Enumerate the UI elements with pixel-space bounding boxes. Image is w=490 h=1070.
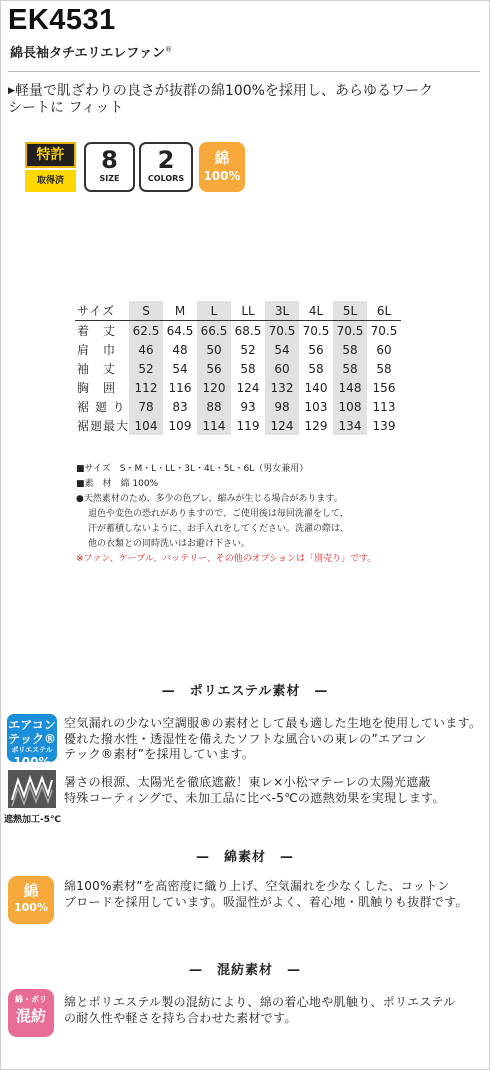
patent-badge-top: 特許 [25,142,76,168]
note-sizes: ■サイズ S・M・L・LL・3L・4L・5L・6L（男女兼用） [76,464,309,474]
blend-material-icon [8,989,54,1037]
size-table-header-label: サイズ [75,301,129,321]
size-cell: 50 [197,340,231,359]
size-row-label: 胸 囲 [77,381,117,395]
size-cell: 54 [265,340,299,359]
note-care-3: 汗が蓄積しないように、お手入れをしてください。洗濯の際は、 [88,524,350,534]
note-material: ■素 材 綿 100% [76,479,159,489]
blend-text-2: の耐久性や軽さを持ち合わせた素材です。 [64,1010,297,1025]
size-cell: 46 [129,340,163,359]
size-header-4l: 4L [299,301,333,321]
size-cell: 58 [240,361,256,376]
size-table-row [75,416,401,435]
size-cell: 52 [240,342,256,357]
cotton-description [64,879,468,910]
size-cell: 120 [197,378,231,397]
size-cell: 119 [236,418,260,433]
size-row-label: 裾廻最大 [77,419,130,433]
cotton-badge [199,142,245,192]
size-count-label: SIZE [99,174,120,183]
size-table-row [75,340,401,359]
cotton-text-1: 綿100%素材”を高密度に織り上げ、空気漏れを少なくした、コットン [64,879,450,893]
patent-badge [25,142,76,192]
size-cell: 132 [265,378,299,397]
size-cell: 140 [304,380,328,395]
size-table [75,301,401,435]
note-care-2: 退色や変色の恐れがありますので、ご使用後は毎回洗濯をして、 [88,509,349,519]
size-cell: 70.5 [265,321,299,341]
size-cell: 58 [333,359,367,378]
size-cell: 48 [172,342,188,357]
triangle-bullet-icon: ▶ [8,86,15,96]
header-divider [8,71,480,72]
size-cell: 70.5 [333,321,367,341]
cotton-icon-top: 綿 [23,882,39,900]
heat-shield-label: 遮熱加工-5℃ [4,815,61,825]
size-cell: 58 [333,340,367,359]
note-care-1: ●天然素材のため、多少の色ブレ、縮みが生じる場合があります。 [76,494,343,504]
blend-section-title: — 混紡素材 — [188,963,301,978]
size-cell: 70.5 [370,323,398,338]
size-cell: 98 [265,397,299,416]
colors-count-number: 2 [157,146,175,174]
size-cell: 109 [168,418,192,433]
cotton-badge-top: 綿 [214,149,230,167]
size-table-row [75,321,401,341]
aircon-text-2: 優れた撥水性・透湿性を備えたソフトな風合いの東レの”エアコン [64,731,427,746]
size-table-row [75,359,401,378]
size-row-label: 着 丈 [77,324,117,338]
size-cell: 124 [265,416,299,435]
size-cell: 58 [376,361,392,376]
size-header-s: S [129,301,163,321]
size-cell: 88 [197,397,231,416]
size-cell: 124 [236,380,260,395]
patent-badge-bottom: 取得済 [25,170,76,192]
size-cell: 103 [304,399,328,414]
aircon-text-1: 空気漏れの少ない空調服®の素材として最も適した生地を使用しています。 [64,716,482,730]
colors-count-label: COLORS [147,174,185,183]
aircon-icon-line-4: 100% [13,755,51,769]
polyester-section-title: — ポリエステル素材 — [161,684,329,699]
cotton-badge-bottom: 100% [203,169,241,183]
cotton-text-2: ブロードを採用しています。吸湿性がよく、着心地・肌触りも抜群です。 [64,894,468,909]
size-cell: 52 [129,359,163,378]
size-cell: 68.5 [234,323,262,338]
blend-icon-bottom: 混紡 [15,1007,46,1025]
cotton-material-icon [8,876,54,924]
size-count-badge [84,142,135,192]
size-header-ll: LL [231,301,265,321]
size-header-m: M [163,301,197,321]
registered-mark: ® [164,45,172,54]
product-name-text: 綿長袖タチエリエレファン [10,46,165,61]
size-cell: 116 [168,380,192,395]
size-cell: 108 [333,397,367,416]
size-cell: 66.5 [197,321,231,341]
size-table-row [75,378,401,397]
description-line-1: 軽量で肌ざわりの良さが抜群の綿100%を採用し、あらゆるワーク [14,83,433,99]
product-notes [76,462,376,567]
size-cell: 70.5 [302,323,330,338]
size-cell: 156 [372,380,396,395]
size-cell: 78 [129,397,163,416]
size-cell: 129 [304,418,328,433]
size-cell: 60 [376,342,392,357]
colors-count-badge [139,142,193,192]
aircon-icon-line-2: テック® [7,732,56,746]
size-cell: 114 [197,416,231,435]
size-cell: 134 [333,416,367,435]
aircon-tech-icon [7,714,57,769]
blend-text-1: 綿とポリエステル製の混紡により、綿の着心地や肌触り、ポリエステル [64,995,456,1009]
size-table-row [75,397,401,416]
product-description [8,83,478,117]
heat-shield-description [64,775,445,806]
note-options-warning: ※ファン、ケーブル、バッテリー、その他のオプションは「別売り」です。 [76,554,377,564]
size-header-6l: 6L [367,301,401,321]
model-number: EK4531 [8,4,116,36]
size-cell: 112 [129,378,163,397]
size-cell: 64.5 [166,323,194,338]
size-header-l: L [197,301,231,321]
size-header-3l: 3L [265,301,299,321]
heat-text-1: 暑さの根源、太陽光を徹底遮蔽！東レ×小松マテーレの太陽光遮蔽 [64,775,431,789]
size-row-label: 袖 丈 [77,362,117,376]
note-care-4: 他の衣類との同時洗いはお避け下さい。 [88,539,251,549]
heat-shield-icon [8,770,56,808]
size-cell: 83 [172,399,188,414]
heat-text-2: 特殊コーティングで、未加工品に比べ-5℃の遮熱効果を実現します。 [64,790,445,805]
size-cell: 148 [333,378,367,397]
size-row-label: 肩 巾 [77,343,117,357]
size-cell: 56 [197,359,231,378]
size-cell: 62.5 [129,321,163,341]
aircon-icon-line-1: エアコン [8,718,56,732]
heat-shield-graphic [8,770,56,808]
size-cell: 54 [172,361,188,376]
size-table-header-row [75,301,401,321]
aircon-text-3: テック®素材”を採用しています。 [64,747,255,761]
aircon-description [64,716,481,763]
cotton-section-title: — 綿素材 — [195,850,294,865]
size-cell: 93 [240,399,256,414]
size-cell: 58 [308,361,324,376]
size-cell: 104 [129,416,163,435]
size-cell: 60 [265,359,299,378]
size-header-5l: 5L [333,301,367,321]
aircon-icon-line-3: ポリエステル [11,746,53,754]
blend-description [64,995,455,1026]
description-line-2: シートに フィット [8,100,124,116]
size-cell: 113 [372,399,396,414]
size-count-number: 8 [101,146,118,174]
size-row-label: 裾 廻 り [77,400,126,414]
size-cell: 139 [372,418,396,433]
size-cell: 56 [308,342,324,357]
product-name [10,42,172,61]
blend-icon-top: 綿・ポリ [15,995,47,1004]
cotton-icon-bottom: 100% [14,901,48,914]
